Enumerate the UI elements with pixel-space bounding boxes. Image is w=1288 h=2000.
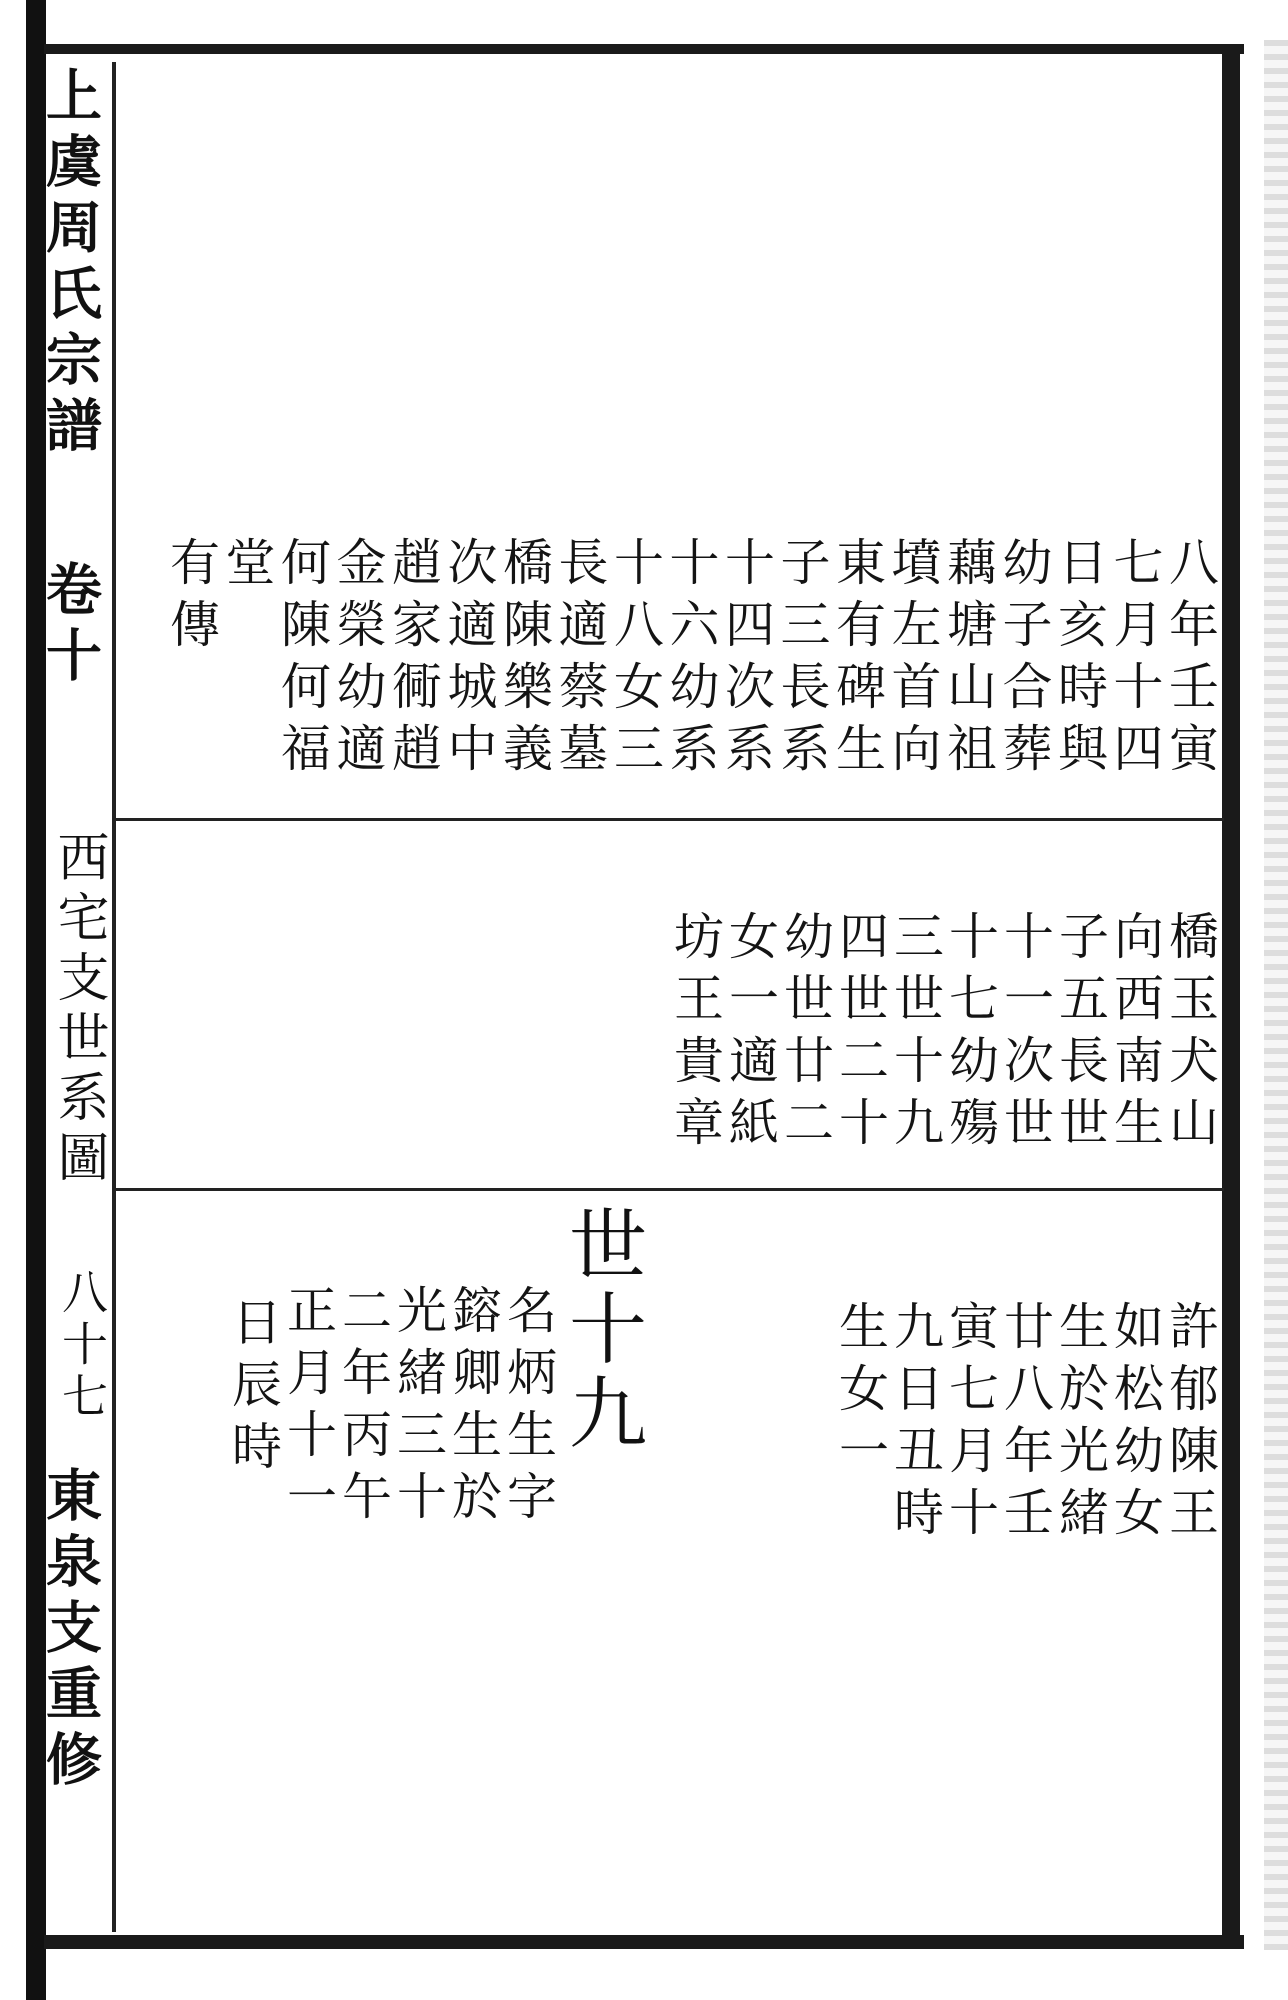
page-edge	[1264, 40, 1288, 1950]
tier-divider-1	[116, 818, 1224, 821]
book-title: 上虞周氏宗譜	[37, 66, 103, 462]
volume-label: 卷十	[37, 560, 103, 692]
bottom-border	[44, 1935, 1244, 1949]
tier1-column: 長適蔡墓	[550, 536, 609, 784]
tier2-column: 女一適紙	[721, 910, 779, 1158]
tier2-column: 坊王貴章	[666, 910, 724, 1158]
tier1-column: 東有碑生	[828, 536, 886, 784]
branch-label: 東泉支重修	[37, 1466, 103, 1796]
tier1-column: 趙家衕趙	[384, 536, 442, 784]
tier3r-column: 如松幼女	[1106, 1300, 1164, 1548]
tier3r-column: 許郁陳王	[1161, 1300, 1219, 1548]
tier1-column: 橋陳樂義	[495, 536, 553, 784]
tier1-column: 墳左首向	[883, 536, 942, 784]
right-border	[1222, 44, 1240, 1949]
tier3l-column: 二年丙午	[334, 1284, 392, 1532]
tier1-column: 次適城中	[439, 536, 498, 784]
tier1-column: 十四次系	[717, 536, 775, 784]
tier2-column: 橋玉犬山	[1161, 910, 1219, 1158]
tier1-column: 子三長系	[772, 536, 831, 784]
tier1-column: 金榮幼適	[328, 536, 387, 784]
tier2-column: 向西南生	[1106, 910, 1164, 1158]
tier3l-column: 日辰時	[224, 1296, 282, 1482]
tier3l-column: 鎔卿生於	[444, 1284, 502, 1532]
tier2-column: 十七幼殤	[941, 910, 999, 1158]
generation-heading: 世十九	[556, 1204, 646, 1456]
tier2-column: 四世二十	[831, 910, 889, 1158]
tier3l-column: 名炳生字	[499, 1284, 557, 1532]
tier1-column: 何陳何福	[273, 536, 331, 784]
tier1-column: 藕塘山祖	[939, 536, 997, 784]
page-number: 八十七	[55, 1268, 109, 1424]
tier2-column: 三世十九	[886, 910, 944, 1158]
tier3r-column: 生於光緒	[1051, 1300, 1109, 1548]
section-title: 西宅支世系圖	[48, 830, 108, 1190]
tier1-column: 十六幼系	[661, 536, 720, 784]
tier1-column: 日亥時與	[1050, 536, 1108, 784]
tier1-column: 幼子合葬	[994, 536, 1053, 784]
tier2-column: 幼世廿二	[776, 910, 834, 1158]
tier1-column: 堂	[217, 536, 276, 598]
tier3l-column: 光緒三十	[389, 1284, 447, 1532]
tier1-column: 八年壬寅	[1161, 536, 1219, 784]
margin-divider	[112, 62, 116, 1932]
tier3r-column: 生女一	[831, 1300, 889, 1486]
tier1-column: 有傳	[162, 536, 220, 660]
tier3l-column: 正月十一	[279, 1284, 337, 1532]
tier1-column: 十八女三	[606, 536, 664, 784]
tier2-column: 十一次世	[996, 910, 1054, 1158]
top-border	[44, 44, 1244, 54]
tier1-column: 七月十四	[1105, 536, 1164, 784]
tier-divider-2	[116, 1188, 1224, 1191]
tier2-column: 子五長世	[1051, 910, 1109, 1158]
tier3r-column: 廿八年壬	[996, 1300, 1054, 1548]
tier3r-column: 寅七月十	[941, 1300, 999, 1548]
tier3r-column: 九日丑時	[886, 1300, 944, 1548]
